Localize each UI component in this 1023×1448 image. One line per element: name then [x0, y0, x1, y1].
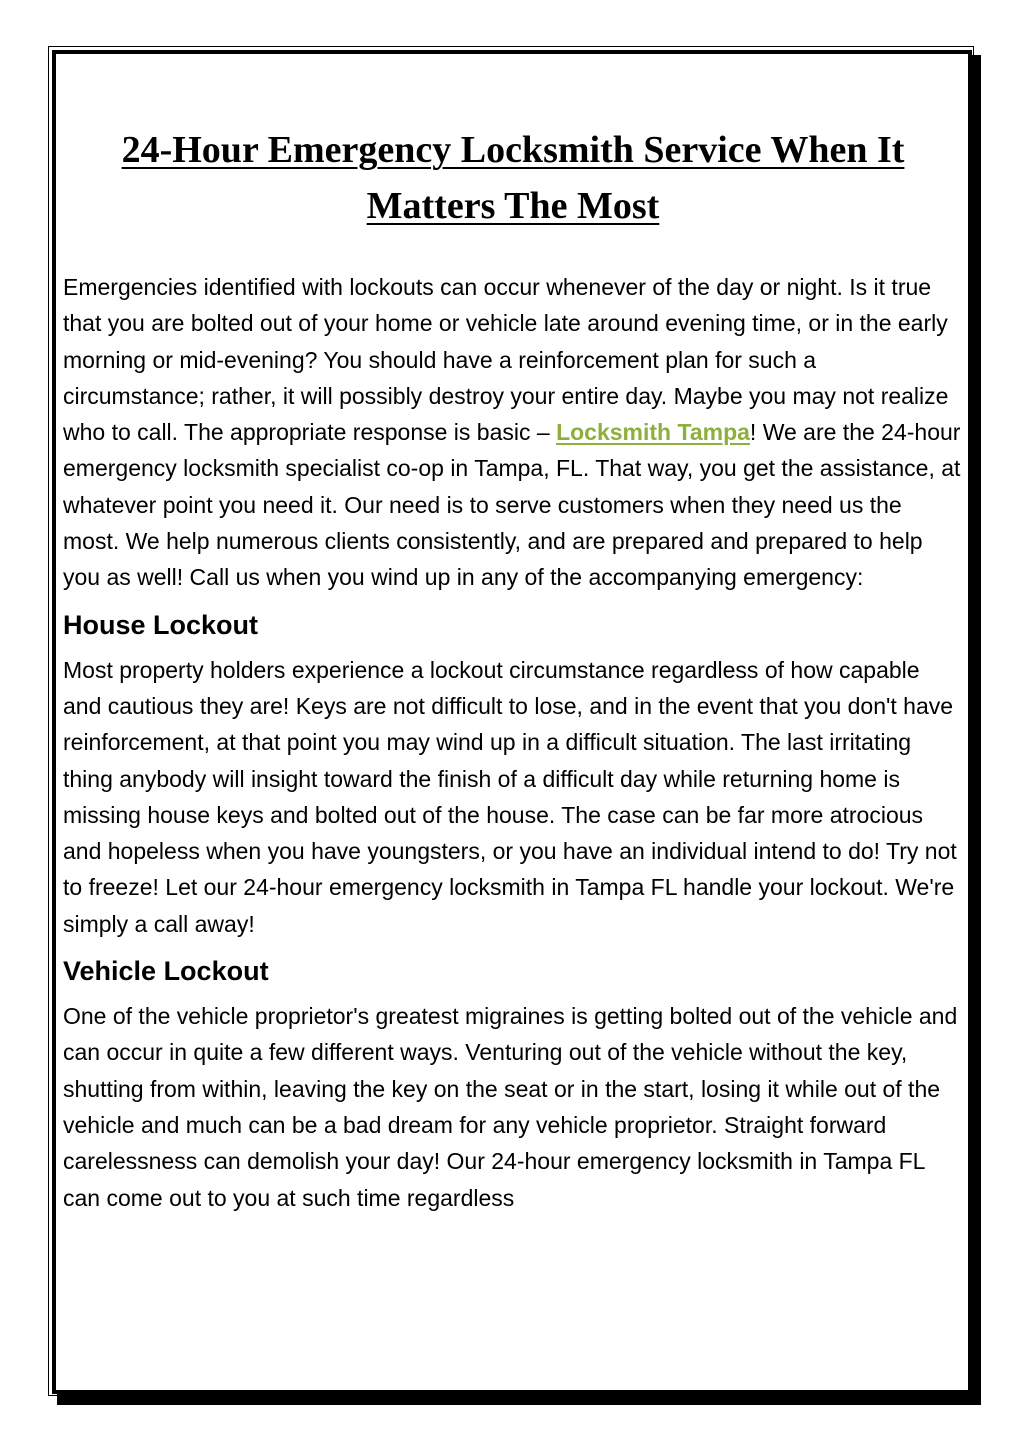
section-body-vehicle-lockout: One of the vehicle proprietor's greatest migraines is getting bolted out of the vehicle and can occur in quite a few different ways. Venturing out of the vehicle without the key, shutting from within, leaving the key on the seat or in the start, losing it while out of the vehicle and much can be a bad dream for any vehicle proprietor. Straight forward carelessness can demolish your day! Our 24-hour emergency locksmith in Tampa FL can come out to you at such time regardless: [63, 1003, 958, 1211]
document-title: 24-Hour Emergency Locksmith Service When It Matters The Most: [121, 129, 905, 227]
intro-text-after-link: ! We are the 24-hour emergency locksmith specialist co-op in Tampa, FL. That way, you get the assistance, at whatever point you need it. Our need is to serve customers when they need us the most. We help numerous clients consistently, and are prepared and prepared to help you as well! Call us when you wind up in any of the accompanying emergency:: [63, 419, 961, 591]
section-heading-vehicle-lockout: Vehicle Lockout: [63, 956, 269, 987]
intro-text-before-link: Emergencies identified with lockouts can occur whenever of the day or night. Is it true that you are bolted out of your home or vehicle late around evening time, or in the early morning or mid-evening? You should have a reinforcement plan for such a circumstance; rather, it will possibly destroy your entire day. Maybe you may not realize who to call. The appropriate response is basic –: [63, 274, 949, 446]
document-body: [63, 122, 963, 1216]
section-body-house-lockout: Most property holders experience a lockout circumstance regardless of how capable and cautious they are! Keys are not difficult to lose, and in the event that you don't have reinforcement, at that point you may wind up in a difficult situation. The last irritating thing anybody will insight toward the finish of a difficult day while returning home is missing house keys and bolted out of the house. The case can be far more atrocious and hopeless when you have youngsters, or you have an individual intend to do! Try not to freeze! Let our 24-hour emergency locksmith in Tampa FL handle your lockout. We're simply a call away!: [63, 656, 957, 937]
section-heading-house-lockout: House Lockout: [63, 609, 259, 640]
intro-paragraph: [63, 269, 963, 596]
locksmith-tampa-link[interactable]: Locksmith Tampa: [556, 419, 750, 446]
